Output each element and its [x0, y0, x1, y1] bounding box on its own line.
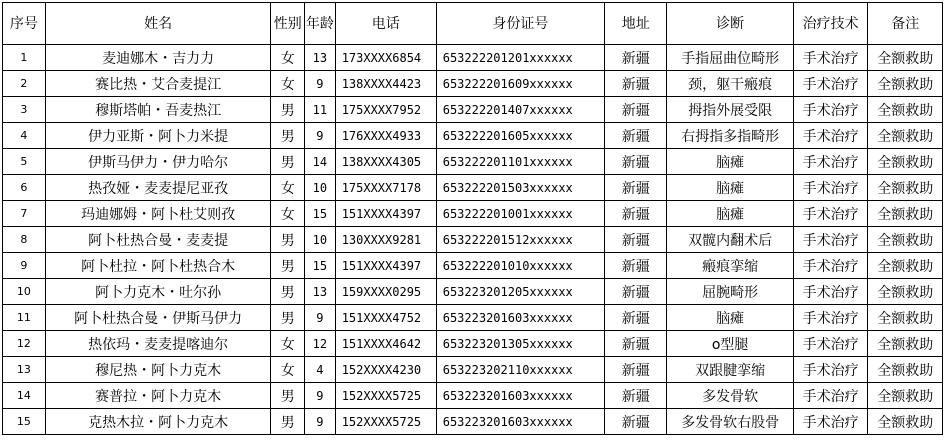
- cell-gender: 女: [271, 45, 305, 71]
- cell-phone: 152XXXX5725: [335, 383, 436, 409]
- cell-diagnosis: 瘢痕挛缩: [667, 253, 794, 279]
- table-row: [3, 227, 943, 253]
- cell-gender: 男: [271, 383, 305, 409]
- cell-name: 赛普拉・阿卜力克木: [45, 383, 271, 409]
- cell-age: 9: [305, 409, 336, 435]
- cell-name: 赛比热・艾合麦提江: [45, 71, 271, 97]
- cell-phone: 152XXXX4230: [335, 357, 436, 383]
- cell-treatment: 手术治疗: [793, 175, 868, 201]
- table-row: [3, 71, 943, 97]
- cell-phone: 152XXXX5725: [335, 409, 436, 435]
- cell-phone: 151XXXX4752: [335, 305, 436, 331]
- cell-id-number: 653223201603xxxxxx: [436, 305, 604, 331]
- cell-seq: 13: [3, 357, 46, 383]
- cell-diagnosis: 脑瘫: [667, 149, 794, 175]
- cell-gender: 男: [271, 279, 305, 305]
- cell-id-number: 653222201503xxxxxx: [436, 175, 604, 201]
- cell-treatment: 手术治疗: [793, 305, 868, 331]
- cell-gender: 男: [271, 305, 305, 331]
- cell-treatment: 手术治疗: [793, 45, 868, 71]
- cell-treatment: 手术治疗: [793, 253, 868, 279]
- header-id: 身份证号: [436, 3, 604, 45]
- cell-phone: 138XXXX4423: [335, 71, 436, 97]
- cell-remark: 全额救助: [868, 45, 943, 71]
- cell-name: 阿卜力克木・吐尔孙: [45, 279, 271, 305]
- cell-remark: 全额救助: [868, 97, 943, 123]
- table-row: [3, 97, 943, 123]
- cell-age: 10: [305, 175, 336, 201]
- cell-gender: 女: [271, 331, 305, 357]
- cell-age: 10: [305, 227, 336, 253]
- cell-remark: 全额救助: [868, 409, 943, 435]
- table-row: [3, 409, 943, 435]
- cell-remark: 全额救助: [868, 305, 943, 331]
- cell-id-number: 653223201603xxxxxx: [436, 409, 604, 435]
- header-diagnosis: 诊断: [667, 3, 794, 45]
- cell-diagnosis: 屈腕畸形: [667, 279, 794, 305]
- header-seq: 序号: [3, 3, 46, 45]
- cell-id-number: 653222201605xxxxxx: [436, 123, 604, 149]
- cell-remark: 全额救助: [868, 279, 943, 305]
- cell-seq: 14: [3, 383, 46, 409]
- table-row: [3, 201, 943, 227]
- cell-name: 伊力亚斯・阿卜力米提: [45, 123, 271, 149]
- table-row: [3, 305, 943, 331]
- table-row: [3, 279, 943, 305]
- cell-name: 克热木拉・阿卜力克木: [45, 409, 271, 435]
- cell-diagnosis: 多发骨软右股骨: [667, 409, 794, 435]
- cell-remark: 全额救助: [868, 175, 943, 201]
- cell-id-number: 653223201603xxxxxx: [436, 383, 604, 409]
- cell-phone: 175XXXX7952: [335, 97, 436, 123]
- cell-diagnosis: 手指屈曲位畸形: [667, 45, 794, 71]
- cell-treatment: 手术治疗: [793, 123, 868, 149]
- cell-treatment: 手术治疗: [793, 97, 868, 123]
- cell-age: 12: [305, 331, 336, 357]
- cell-diagnosis: 多发骨软: [667, 383, 794, 409]
- cell-treatment: 手术治疗: [793, 201, 868, 227]
- cell-address: 新疆: [605, 357, 667, 383]
- cell-remark: 全额救助: [868, 383, 943, 409]
- cell-id-number: 653222201201xxxxxx: [436, 45, 604, 71]
- cell-treatment: 手术治疗: [793, 71, 868, 97]
- cell-phone: 159XXXX0295: [335, 279, 436, 305]
- cell-age: 15: [305, 201, 336, 227]
- cell-name: 阿卜杜拉・阿卜杜热合木: [45, 253, 271, 279]
- cell-treatment: 手术治疗: [793, 383, 868, 409]
- cell-remark: 全额救助: [868, 123, 943, 149]
- cell-gender: 男: [271, 227, 305, 253]
- cell-id-number: 653223202110xxxxxx: [436, 357, 604, 383]
- cell-diagnosis: 双跟腱挛缩: [667, 357, 794, 383]
- cell-diagnosis: 双髋内翻术后: [667, 227, 794, 253]
- cell-treatment: 手术治疗: [793, 227, 868, 253]
- cell-phone: 175XXXX7178: [335, 175, 436, 201]
- cell-age: 9: [305, 305, 336, 331]
- table-row: [3, 357, 943, 383]
- header-address: 地址: [605, 3, 667, 45]
- cell-name: 玛迪娜姆・阿卜杜艾则孜: [45, 201, 271, 227]
- cell-address: 新疆: [605, 253, 667, 279]
- cell-remark: 全额救助: [868, 253, 943, 279]
- cell-id-number: 653223201205xxxxxx: [436, 279, 604, 305]
- cell-phone: 151XXXX4642: [335, 331, 436, 357]
- cell-address: 新疆: [605, 279, 667, 305]
- cell-gender: 男: [271, 409, 305, 435]
- cell-address: 新疆: [605, 331, 667, 357]
- cell-seq: 5: [3, 149, 46, 175]
- table-row: [3, 331, 943, 357]
- cell-seq: 15: [3, 409, 46, 435]
- cell-id-number: 653222201407xxxxxx: [436, 97, 604, 123]
- cell-treatment: 手术治疗: [793, 409, 868, 435]
- cell-age: 13: [305, 45, 336, 71]
- table-body: [3, 45, 943, 435]
- cell-address: 新疆: [605, 201, 667, 227]
- cell-address: 新疆: [605, 383, 667, 409]
- header-row: [3, 3, 943, 45]
- table-row: [3, 383, 943, 409]
- cell-seq: 11: [3, 305, 46, 331]
- table-row: [3, 175, 943, 201]
- table-row: [3, 149, 943, 175]
- cell-address: 新疆: [605, 175, 667, 201]
- cell-seq: 10: [3, 279, 46, 305]
- cell-name: 热孜娅・麦麦提尼亚孜: [45, 175, 271, 201]
- cell-address: 新疆: [605, 149, 667, 175]
- header-gender: 性别: [271, 3, 305, 45]
- cell-diagnosis: 脑瘫: [667, 175, 794, 201]
- cell-age: 9: [305, 123, 336, 149]
- cell-phone: 138XXXX4305: [335, 149, 436, 175]
- header-name: 姓名: [45, 3, 271, 45]
- cell-diagnosis: 脑瘫: [667, 201, 794, 227]
- table-row: [3, 253, 943, 279]
- cell-address: 新疆: [605, 123, 667, 149]
- cell-gender: 男: [271, 123, 305, 149]
- cell-address: 新疆: [605, 71, 667, 97]
- cell-address: 新疆: [605, 97, 667, 123]
- cell-diagnosis: 右拇指多指畸形: [667, 123, 794, 149]
- table-row: [3, 45, 943, 71]
- cell-gender: 男: [271, 149, 305, 175]
- table-row: [3, 123, 943, 149]
- cell-treatment: 手术治疗: [793, 357, 868, 383]
- cell-name: 伊斯马伊力・伊力哈尔: [45, 149, 271, 175]
- cell-seq: 8: [3, 227, 46, 253]
- cell-id-number: 653222201609xxxxxx: [436, 71, 604, 97]
- cell-gender: 女: [271, 71, 305, 97]
- cell-remark: 全额救助: [868, 331, 943, 357]
- cell-remark: 全额救助: [868, 201, 943, 227]
- cell-age: 14: [305, 149, 336, 175]
- cell-name: 麦迪娜木・吉力力: [45, 45, 271, 71]
- header-phone: 电话: [335, 3, 436, 45]
- cell-name: 阿卜杜热合曼・麦麦提: [45, 227, 271, 253]
- cell-remark: 全额救助: [868, 357, 943, 383]
- cell-gender: 女: [271, 175, 305, 201]
- cell-age: 4: [305, 357, 336, 383]
- cell-gender: 女: [271, 201, 305, 227]
- cell-diagnosis: 颈，躯干瘢痕: [667, 71, 794, 97]
- header-treatment: 治疗技术: [793, 3, 868, 45]
- cell-address: 新疆: [605, 409, 667, 435]
- cell-name: 热依玛・麦麦提喀迪尔: [45, 331, 271, 357]
- cell-name: 阿卜杜热合曼・伊斯马伊力: [45, 305, 271, 331]
- cell-diagnosis: o型腿: [667, 331, 794, 357]
- cell-seq: 12: [3, 331, 46, 357]
- cell-phone: 176XXXX4933: [335, 123, 436, 149]
- cell-treatment: 手术治疗: [793, 149, 868, 175]
- cell-age: 9: [305, 383, 336, 409]
- cell-treatment: 手术治疗: [793, 331, 868, 357]
- header-age: 年龄: [305, 3, 336, 45]
- cell-id-number: 653223201305xxxxxx: [436, 331, 604, 357]
- cell-gender: 男: [271, 97, 305, 123]
- cell-remark: 全额救助: [868, 149, 943, 175]
- cell-id-number: 653222201101xxxxxx: [436, 149, 604, 175]
- cell-age: 15: [305, 253, 336, 279]
- cell-seq: 4: [3, 123, 46, 149]
- cell-age: 13: [305, 279, 336, 305]
- cell-age: 9: [305, 71, 336, 97]
- cell-seq: 6: [3, 175, 46, 201]
- cell-seq: 3: [3, 97, 46, 123]
- cell-diagnosis: 脑瘫: [667, 305, 794, 331]
- cell-remark: 全额救助: [868, 71, 943, 97]
- cell-name: 穆尼热・阿卜力克木: [45, 357, 271, 383]
- cell-address: 新疆: [605, 227, 667, 253]
- cell-id-number: 653222201010xxxxxx: [436, 253, 604, 279]
- cell-diagnosis: 拇指外展受限: [667, 97, 794, 123]
- cell-phone: 151XXXX4397: [335, 253, 436, 279]
- cell-gender: 女: [271, 357, 305, 383]
- cell-treatment: 手术治疗: [793, 279, 868, 305]
- cell-seq: 2: [3, 71, 46, 97]
- cell-seq: 1: [3, 45, 46, 71]
- cell-phone: 151XXXX4397: [335, 201, 436, 227]
- cell-address: 新疆: [605, 305, 667, 331]
- cell-gender: 男: [271, 253, 305, 279]
- cell-id-number: 653222201512xxxxxx: [436, 227, 604, 253]
- header-remark: 备注: [868, 3, 943, 45]
- cell-address: 新疆: [605, 45, 667, 71]
- cell-seq: 9: [3, 253, 46, 279]
- cell-phone: 173XXXX6854: [335, 45, 436, 71]
- cell-name: 穆斯塔帕・吾麦热江: [45, 97, 271, 123]
- cell-id-number: 653222201001xxxxxx: [436, 201, 604, 227]
- cell-age: 11: [305, 97, 336, 123]
- cell-seq: 7: [3, 201, 46, 227]
- cell-phone: 130XXXX9281: [335, 227, 436, 253]
- patient-table: [2, 2, 943, 435]
- cell-remark: 全额救助: [868, 227, 943, 253]
